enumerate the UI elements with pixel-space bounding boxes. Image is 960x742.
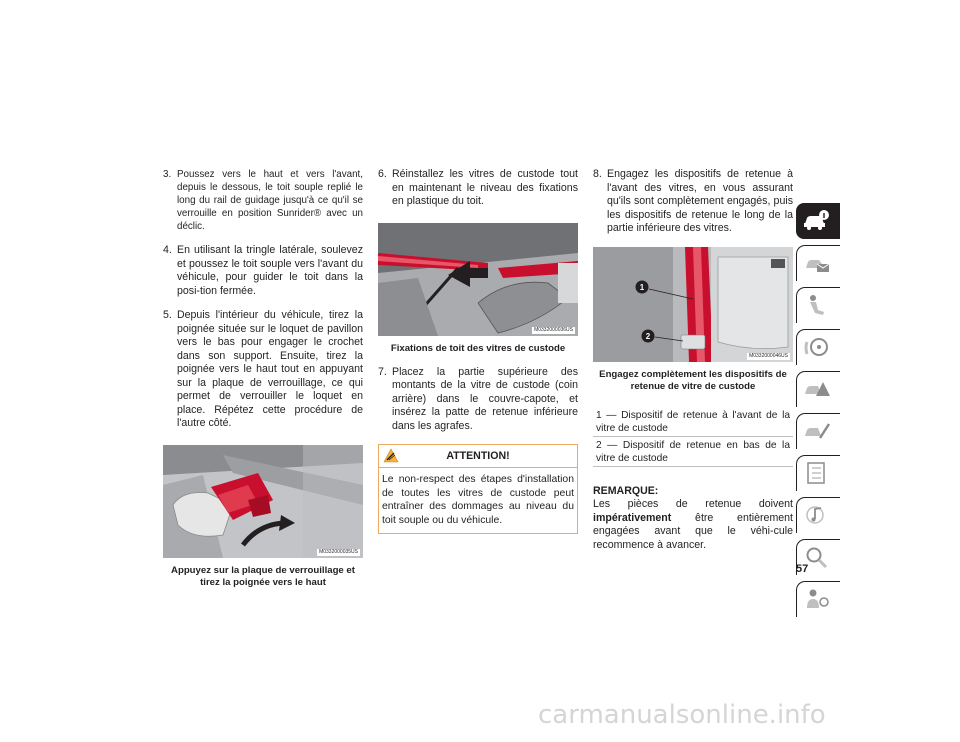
tab-customer-assistance[interactable]	[796, 581, 840, 617]
watermark: carmanualsonline.info	[538, 700, 826, 730]
figure-caption: Engagez complètement les dispositifs de retenue de vitre de custode	[599, 368, 787, 392]
lock-plate-illustration	[163, 445, 363, 558]
step-number: 6.	[378, 168, 387, 180]
warning-title: ATTENTION!	[446, 450, 510, 462]
car-wrench-icon	[803, 418, 831, 444]
checklist-icon	[803, 460, 831, 486]
tab-multimedia[interactable]	[796, 497, 840, 533]
tab-service[interactable]	[796, 413, 840, 449]
step-number: 8.	[593, 168, 602, 180]
step-6	[378, 168, 578, 209]
figure-code: M0332000035US	[319, 548, 358, 555]
step-4	[163, 244, 363, 298]
step-5	[163, 309, 363, 431]
note-text: Les pièces de retenue doivent impérativement être entièrement engagées avant que le véhi-cule recommence à avancer.	[593, 498, 793, 551]
legend-item-2: 2 — Dispositif de retenue en bas de la vitre de custode	[593, 437, 793, 467]
roof-fixings-illustration	[378, 223, 578, 336]
legend-item-1: 1 — Dispositif de retenue à l'avant de la vitre de custode	[593, 407, 793, 437]
chapter-tabs	[796, 203, 842, 623]
step-text: Réinstallez les vitres de custode tout en maintenant le niveau des fixations en plastique du toit.	[392, 168, 578, 207]
person-support-icon	[803, 586, 831, 612]
seat-person-icon	[803, 292, 831, 318]
steering-wheel-icon	[803, 334, 831, 360]
step-8	[593, 168, 793, 236]
car-warning-icon	[803, 376, 831, 402]
step-number: 3.	[163, 169, 172, 180]
step-number: 7.	[378, 365, 387, 378]
step-3	[163, 168, 363, 233]
tab-driver-safety[interactable]	[796, 287, 840, 323]
car-envelope-icon	[803, 250, 831, 276]
callout-1: 1	[639, 282, 645, 292]
figure-retainers	[593, 247, 793, 362]
step-number: 4.	[163, 244, 172, 256]
page-number: 57	[796, 563, 809, 575]
warning-header	[379, 445, 577, 468]
tab-emergency[interactable]	[796, 371, 840, 407]
retainers-illustration	[593, 247, 793, 362]
step-7	[378, 366, 578, 434]
tab-car-mail[interactable]	[796, 245, 840, 281]
step-text: Engagez les dispositifs de retenue à l'avant des vitres, en vous assurant qu'ils sont complètement engagés, puis les dispositifs de retenue le long de la partie inférieure des vitres.	[607, 168, 793, 234]
column-1	[163, 168, 363, 600]
column-3	[593, 168, 793, 552]
step-text: En utilisant la tringle latérale, soulevez et poussez le toit souple vers l'avant du véhicule, pour guider le toit dans la posi-tion fermée.	[177, 244, 363, 297]
note	[593, 485, 793, 553]
music-note-icon	[803, 502, 831, 528]
tab-specifications[interactable]	[796, 455, 840, 491]
figure-code: M0332000036US	[534, 326, 573, 333]
note-emphasis: impérativement	[593, 511, 672, 524]
warning-text: Le non-respect des étapes d'installation de toutes les vitres de custode peut entraîner des dommages au niveau du toit souple ou du véhicule.	[382, 474, 574, 526]
column-2	[378, 168, 578, 534]
figure-roof-fixings	[378, 223, 578, 336]
tab-car-info[interactable]	[796, 203, 840, 239]
figure-legend	[593, 407, 793, 467]
warning-box	[378, 444, 578, 534]
tab-steering[interactable]	[796, 329, 840, 365]
figure-code: M0332000046US	[749, 352, 788, 359]
figure-caption: Fixations de toit des vitres de custode	[390, 342, 566, 354]
step-text: Depuis l'intérieur du véhicule, tirez la poignée située sur le loquet de pavillon vers le bas pour engager le crochet dans son support. Ensuite, tirez la poignée vers le haut tout en appuyant sur la plaque de verrouillage, ce qui permet de verrouiller le loquet en place. Répétez cette procédure de l'autre côté.	[177, 309, 363, 429]
note-title: REMARQUE:	[593, 484, 659, 497]
step-number: 5.	[163, 309, 172, 321]
step-text: Placez la partie supérieure des montants de la vitre de custode (coin arrière) dans le couvre-capote, et insérez la patte de retenue inférieure dans les agrafes.	[392, 365, 578, 432]
step-text: Poussez vers le haut et vers l'avant, depuis le dessous, le toit souple replié le long du rail de guidage jusqu'à ce qu'il se verrouille en position Sunrider® avec un déclic.	[177, 169, 363, 232]
figure-caption: Appuyez sur la plaque de verrouillage et tirez la poignée vers le haut	[171, 564, 355, 588]
car-info-icon	[802, 207, 830, 233]
callout-2: 2	[645, 331, 651, 341]
figure-lock-plate	[163, 445, 363, 558]
